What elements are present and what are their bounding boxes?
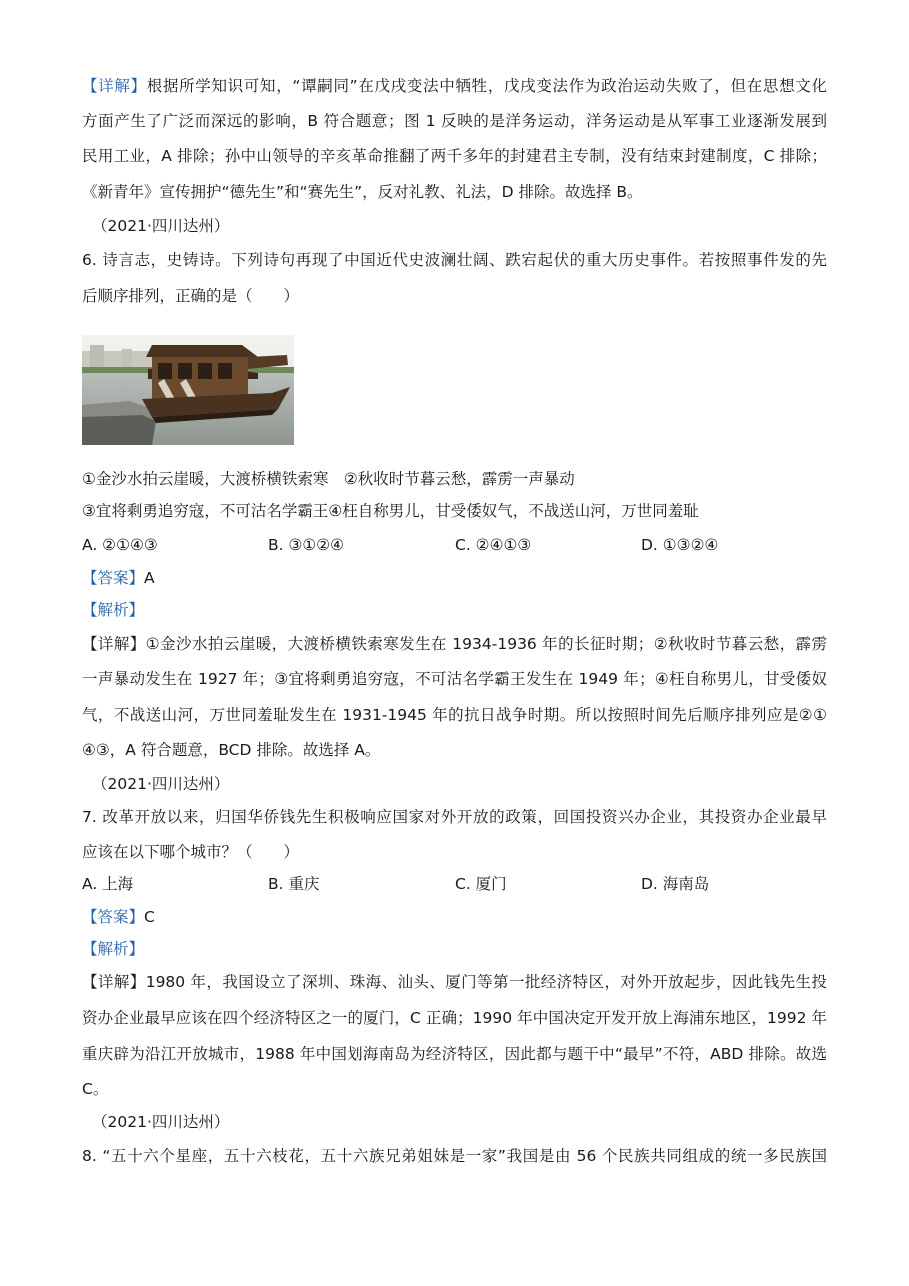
q5-detail-line-3: 民用工业，A 排除；孙中山领导的辛亥革命推翻了两千多年的封建君主专制，没有结束封建制度，C 排除； bbox=[82, 147, 827, 165]
q7-detail-line-1: 【详解】1980 年，我国设立了深圳、珠海、汕头、厦门等第一批经济特区，对外开放起步，因此钱先生投 bbox=[82, 973, 827, 991]
q5-detail-line-1: 【详解】根据所学知识可知，“谭嗣同”在戊戌变法中牺牲，戊戌变法作为政治运动失败了，但在思想文化 bbox=[82, 77, 827, 95]
q6-option-d: D. ①③②④ bbox=[641, 536, 719, 554]
q6-detail-line-2: 一声暴动发生在 1927 年；③宜将剩勇追穷寇，不可沽名学霸王发生在 1949 年；④枉自称男儿，甘受倭奴 bbox=[82, 670, 827, 688]
detail-tag: 【详解】 bbox=[82, 77, 147, 95]
q6-poem-line-2: ③宜将剩勇追穷寇，不可沽名学霸王④枉自称男儿，甘受倭奴气，不战送山河，万世同羞耻 bbox=[82, 502, 699, 520]
q6-analysis-tag: 【解析】 bbox=[82, 601, 145, 619]
q6-option-a: A. ②①④③ bbox=[82, 536, 158, 554]
q7-option-c: C. 厦门 bbox=[455, 875, 507, 893]
q7-stem-line-1: 7. 改革开放以来，归国华侨钱先生积极响应国家对外开放的政策，回国投资兴办企业，其投资办企业最早 bbox=[82, 808, 827, 826]
q6-option-b: B. ③①②④ bbox=[268, 536, 345, 554]
q6-stem-line-1: 6. 诗言志，史铸诗。下列诗句再现了中国近代史波澜壮阔、跌宕起伏的重大历史事件。若按照事件发的先 bbox=[82, 251, 827, 269]
q6-detail-line-4: ④③，A 符合题意，BCD 排除。故选择 A。 bbox=[82, 741, 381, 759]
red-boat-image bbox=[82, 335, 294, 445]
q6-answer: 【答案】A bbox=[82, 569, 155, 587]
q7-source: （2021·四川达州） bbox=[92, 775, 230, 793]
q6-detail-line-3: 气，不战送山河，万世同羞耻发生在 1931-1945 年的抗日战争时期。所以按照时间先后顺序排列应是②① bbox=[82, 706, 827, 724]
q7-detail-line-3: 重庆辟为沿江开放城市，1988 年中国划海南岛为经济特区，因此都与题干中“最早”不符，ABD 排除。故选 bbox=[82, 1045, 827, 1063]
q7-analysis-tag: 【解析】 bbox=[82, 940, 145, 958]
q7-detail-line-4: C。 bbox=[82, 1080, 109, 1098]
q8-stem-line-1: 8. “五十六个星座，五十六枝花，五十六族兄弟姐妹是一家”我国是由 56 个民族共同组成的统一多民族国 bbox=[82, 1147, 827, 1165]
q7-stem-line-2: 应该在以下哪个城市？（ ） bbox=[82, 843, 300, 861]
q5-detail-line-2: 方面产生了广泛而深远的影响，B 符合题意；图 1 反映的是洋务运动，洋务运动是从军事工业逐渐发展到 bbox=[82, 112, 827, 130]
q7-answer: 【答案】C bbox=[82, 908, 155, 926]
q7-detail-line-2: 资办企业最早应该在四个经济特区之一的厦门，C 正确；1990 年中国决定开发开放上海浦东地区，1992 年 bbox=[82, 1009, 827, 1027]
red-boat-photo bbox=[82, 335, 294, 445]
q7-option-a: A. 上海 bbox=[82, 875, 134, 893]
q6-poem-line-1: ①金沙水拍云崖暖，大渡桥横铁索寒 ②秋收时节暮云愁，霹雳一声暴动 bbox=[82, 470, 575, 488]
q6-option-c: C. ②④①③ bbox=[455, 536, 532, 554]
q6-detail-line-1: 【详解】①金沙水拍云崖暖，大渡桥横铁索寒发生在 1934-1936 年的长征时期；②秋收时节暮云愁，霹雳 bbox=[82, 635, 827, 653]
q8-source: （2021·四川达州） bbox=[92, 1113, 230, 1131]
q6-stem-line-2: 后顺序排列，正确的是（ ） bbox=[82, 287, 300, 305]
q5-detail-line-4: 《新青年》宣传拥护“德先生”和“赛先生”，反对礼教、礼法，D 排除。故选择 B。 bbox=[82, 183, 643, 201]
q7-option-b: B. 重庆 bbox=[268, 875, 320, 893]
q7-option-d: D. 海南岛 bbox=[641, 875, 710, 893]
q6-source: （2021·四川达州） bbox=[92, 217, 230, 235]
